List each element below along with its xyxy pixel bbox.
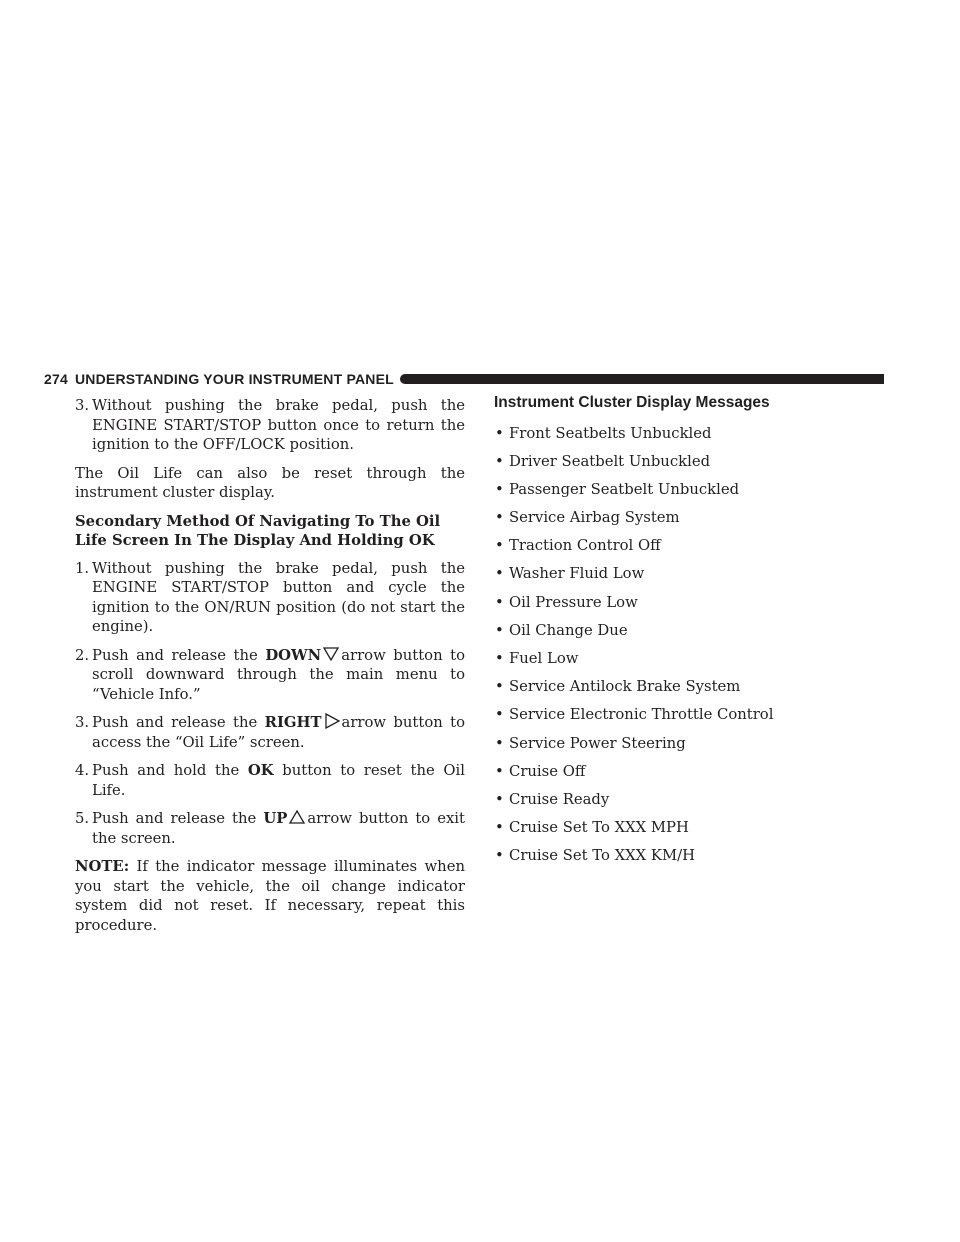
list-item-text: Oil Change Due [509,621,628,639]
list-item-text: Passenger Seatbelt Unbuckled [509,480,740,498]
step-text [92,761,465,800]
list-item-text: Oil Pressure Low [509,593,638,611]
step-number: 4. [75,762,90,779]
header-rule [400,374,884,384]
up-key-label: UP [263,810,288,827]
list-item [494,734,894,754]
display-messages-heading: Instrument Cluster Display Messages [494,394,770,411]
step-text [92,646,465,705]
bullet-icon: • [495,565,504,583]
list-item-text: Service Power Steering [509,734,686,752]
step-text-pre: Push and release the [92,714,265,731]
bullet-icon: • [495,847,504,865]
list-item-text: Service Electronic Throttle Control [509,706,774,724]
step-number: 3. [75,397,90,414]
list-item [494,677,894,697]
list-item-text: Cruise Set To XXX KM/H [509,847,695,865]
list-item [494,818,894,838]
note-label: NOTE: [75,858,130,875]
section-title: UNDERSTANDING YOUR INSTRUMENT PANEL [74,371,394,387]
list-item [494,480,894,500]
bullet-icon: • [495,537,504,555]
list-item [494,593,894,613]
bullet-icon: • [495,621,504,639]
down-arrow-icon [322,646,340,662]
page-header [44,368,884,390]
list-item [494,452,894,472]
display-messages-list [494,424,894,866]
list-item [494,424,894,444]
bullet-icon: • [495,650,504,667]
step-text-post: arrow button to access the “Oil Life” screen. [92,714,465,751]
list-item [494,649,894,669]
list-item-text: Cruise Off [509,762,586,780]
list-item-text: Service Airbag System [509,509,680,527]
step-text-pre: Push and release the [92,646,266,664]
right-arrow-icon [323,713,341,729]
bullet-icon: • [495,509,504,527]
bullet-icon: • [495,819,504,837]
list-item-text: Cruise Set To XXX MPH [509,819,689,837]
list-item [494,621,894,641]
list-item [494,846,894,866]
list-item-text: Fuel Low [509,650,579,667]
list-item-text: Driver Seatbelt Unbuckled [509,452,711,470]
bullet-icon: • [495,678,504,696]
right-column [494,393,894,875]
list-item [494,536,894,556]
method-step-3 [75,713,465,752]
step-text-pre: Push and release the [92,810,264,827]
list-item [494,564,894,584]
step-text-post: arrow button to scroll downward through the main menu to “Vehicle Info.” [92,646,465,703]
list-item [494,705,894,725]
secondary-method-subheading: Secondary Method Of Navigating To The Oil Life Screen In The Display And Holding OK [75,512,441,549]
left-column [75,396,465,944]
step-text: Without pushing the brake pedal, push the ENGINE START/STOP button and cycle the ignition to the ON/RUN position (do not start the engine). [92,559,465,635]
page-number: 274 [44,371,68,387]
method-step-2 [75,646,465,705]
bullet-icon: • [495,452,504,470]
list-item-text: Service Antilock Brake System [509,678,741,696]
bullet-icon: • [495,762,504,780]
list-item [494,762,894,782]
step-text [92,809,465,848]
list-item-text: Traction Control Off [509,537,661,555]
step-number: 2. [75,646,90,664]
bullet-icon: • [495,480,504,498]
method-step-4 [75,761,465,800]
step-text-pre: Push and hold the [92,762,248,779]
list-item-text: Front Seatbelts Unbuckled [509,424,712,442]
list-item [494,508,894,528]
step-text-post: arrow button to exit the screen. [92,810,465,847]
step-number: 1. [75,559,90,577]
ok-key-label: OK [247,762,274,779]
step-number: 3. [75,714,90,731]
bullet-icon: • [495,593,504,611]
step-number: 5. [75,810,90,827]
list-item [494,790,894,810]
step-text [92,713,465,752]
bullet-icon: • [495,424,504,442]
note-text: If the indicator message illuminates when you start the vehicle, the oil change indicator system did not reset. If necessary, repeat this procedure. [75,858,465,934]
method-step-1 [75,559,465,637]
method-step-5 [75,809,465,848]
bullet-icon: • [495,706,504,724]
step-3-return-ignition [75,396,465,455]
step-text: Without pushing the brake pedal, push the ENGINE START/STOP button once to return the ignition to the OFF/LOCK position. [92,397,465,453]
up-arrow-icon [288,809,306,825]
bullet-icon: • [495,734,504,752]
oil-life-reset-paragraph: The Oil Life can also be reset through the instrument cluster display. [75,464,465,501]
list-item-text: Washer Fluid Low [509,565,645,583]
step-text-post: button to reset the Oil Life. [92,762,465,799]
bullet-icon: • [495,790,504,808]
right-key-label: RIGHT [264,714,322,731]
down-key-label: DOWN [265,646,322,664]
list-item-text: Cruise Ready [509,790,610,808]
note-paragraph [75,857,465,935]
